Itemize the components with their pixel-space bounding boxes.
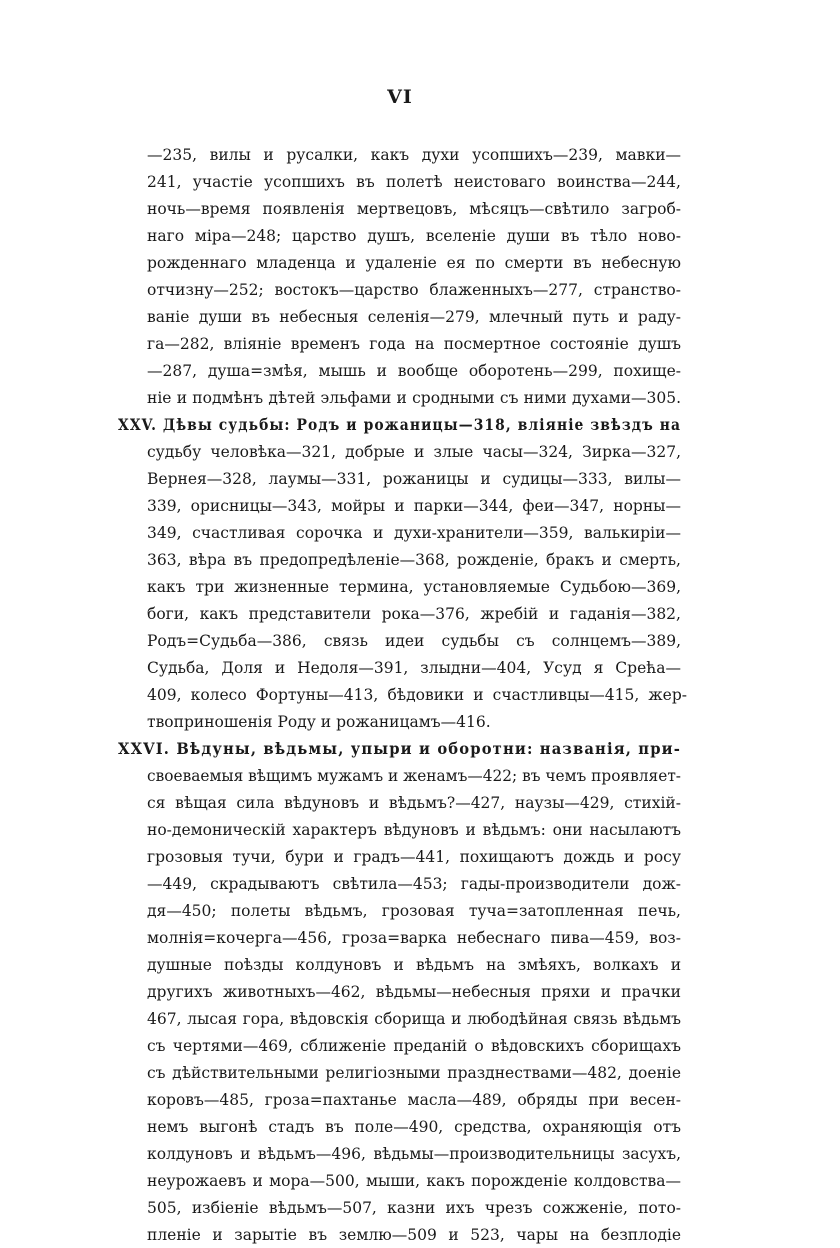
text-line: коровъ—485, гроза=пахтанье масла—489, обряды при весен- xyxy=(147,1091,681,1109)
text-line: твоприношенія Роду и рожаницамъ—416. xyxy=(147,713,491,731)
text-line: съ дѣйствительными религіозными празднествами—482, доеніе xyxy=(147,1064,681,1082)
text-line: ваніе души въ небесныя селенія—279, млечный путь и раду- xyxy=(147,308,681,326)
text-line: немъ выгонѣ стадъ въ поле—490, средства, охраняющія отъ xyxy=(147,1118,681,1136)
text-line: дя—450; полеты вѣдьмъ, грозовая туча=затопленная печь, xyxy=(147,902,681,920)
text-line: ніе и подмѣнъ дѣтей эльфами и сродными съ ними духами—305. xyxy=(147,389,681,407)
text-line: отчизну—252; востокъ—царство блаженныхъ—277, странство- xyxy=(147,281,681,299)
text-line: молнія=кочерга—456, гроза=варка небеснаго пива—459, воз- xyxy=(147,929,681,947)
text-line: другихъ животныхъ—462, вѣдьмы—небесныя пряхи и прачки xyxy=(147,983,681,1001)
chapter-heading-xxv: XXV. Дѣвы судьбы: Родъ и рожаницы—318, вліяніе звѣздъ на xyxy=(118,415,681,434)
text-line: ся вѣщая сила вѣдуновъ и вѣдьмъ?—427, наузы—429, стихій- xyxy=(147,794,681,812)
text-line: 339, орисницы—343, мойры и парки—344, феи—347, норны— xyxy=(147,497,681,515)
text-line: —449, скрадываютъ свѣтила—453; гады-производители дож- xyxy=(147,875,681,893)
text-line: 505, избіеніе вѣдьмъ—507, казни ихъ чрезъ сожженіе, пото- xyxy=(147,1199,681,1217)
text-line: судьбу человѣка—321, добрые и злые часы—324, Зирка—327, xyxy=(147,443,681,461)
text-line: Судьба, Доля и Недоля—391, злыдни—404, Усуд я Срећа— xyxy=(147,659,681,677)
text-line: своеваемыя вѣщимъ мужамъ и женамъ—422; въ чемъ проявляет- xyxy=(147,767,681,785)
text-line: боги, какъ представители рока—376, жребій и гаданія—382, xyxy=(147,605,681,623)
chapter-heading-xxvi: XXVI. Вѣдуны, вѣдьмы, упыри и оборотни: названія, при- xyxy=(118,739,681,758)
text-line: —235, вилы и русалки, какъ духи усопшихъ—239, мавки— xyxy=(147,146,681,164)
text-line: какъ три жизненные термина, установляемые Судьбою—369, xyxy=(147,578,681,596)
page-number: VI xyxy=(387,86,413,108)
text-line: 363, вѣра въ предопредѣленіе—368, рожденіе, бракъ и смерть, xyxy=(147,551,681,569)
text-line: 349, счастливая сорочка и духи-хранители—359, валькиріи— xyxy=(147,524,681,542)
text-line: но-демоническій характеръ вѣдуновъ и вѣдьмъ: они насылаютъ xyxy=(147,821,681,839)
text-line: —287, душа=змѣя, мышь и вообще оборотень—299, похище- xyxy=(147,362,681,380)
text-line: неурожаевъ и мора—500, мыши, какъ порожденіе колдовства— xyxy=(147,1172,681,1190)
text-line: 241, участіе усопшихъ въ полетѣ неистоваго воинства—244, xyxy=(147,173,681,191)
text-line: колдуновъ и вѣдьмъ—496, вѣдьмы—производительницы засухъ, xyxy=(147,1145,681,1163)
text-line: 409, колесо Фортуны—413, бѣдовики и счастливцы—415, жер- xyxy=(147,686,687,704)
text-line: 467, лысая гора, вѣдовскія сборища и любодѣйная связь вѣдьмъ xyxy=(147,1010,681,1028)
text-line: рожденнаго младенца и удаленіе ея по смерти въ небесную xyxy=(147,254,681,272)
text-line: пленіе и зарытіе въ землю—509 и 523, чары на безплодіе xyxy=(147,1226,681,1244)
text-line: ночь—время появленія мертвецовъ, мѣсяцъ—свѣтило загроб- xyxy=(147,200,681,218)
text-line: га—282, вліяніе временъ года на посмертное состояніе душъ xyxy=(147,335,681,353)
text-line: съ чертями—469, сближеніе преданій о вѣдовскихъ сборищахъ xyxy=(147,1037,681,1055)
text-line: душные поѣзды колдуновъ и вѣдьмъ на змѣяхъ, волкахъ и xyxy=(147,956,681,974)
text-line: наго міра—248; царство душъ, вселеніе души въ тѣло ново- xyxy=(147,227,681,245)
text-line: грозовыя тучи, бури и градъ—441, похищаютъ дождь и росу xyxy=(147,848,681,866)
text-line: Вернея—328, лаумы—331, рожаницы и судицы—333, вилы— xyxy=(147,470,681,488)
text-line: Родъ=Судьба—386, связь идеи судьбы съ солнцемъ—389, xyxy=(147,632,681,650)
